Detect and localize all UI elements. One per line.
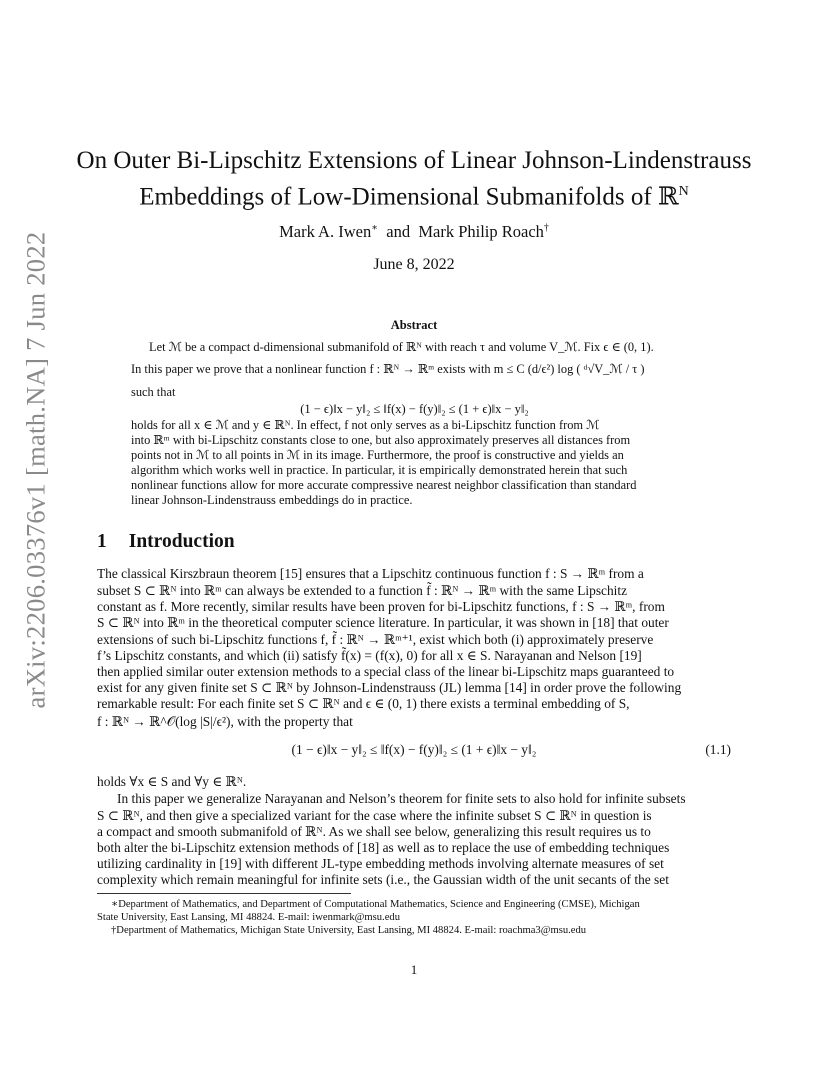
authors-and: and: [386, 222, 411, 241]
intro-line-1: The classical Kirszbraun theorem [15] ensures that a Lipschitz continuous function f : S → ℝᵐ from a: [97, 566, 644, 581]
intro-p2-line-5: utilizing cardinality in [19] with different JL-type embedding methods involving alternate measures of set: [97, 856, 664, 871]
abstract-line-2: In this paper we prove that a nonlinear function f : ℝᴺ → ℝᵐ exists with m ≤ C (d/ϵ²) log ( ᵈ√V_ℳ / τ ): [131, 362, 645, 376]
section-heading: [97, 531, 235, 553]
abstract-heading: Abstract: [390, 318, 438, 332]
title-line-2: [60, 176, 768, 212]
section-number: 1: [97, 531, 107, 552]
intro-p2-line-1: In this paper we generalize Narayanan and Nelson’s theorem for finite sets to also hold for infinite subsets: [117, 791, 686, 806]
authors: [60, 222, 768, 242]
intro-line-9: remarkable result: For each finite set S ⊂ ℝᴺ and ϵ ∈ (0, 1) there exists a terminal embedding of S,: [97, 696, 630, 711]
page-number: 1: [410, 962, 418, 977]
abstract-line-6: points not in ℳ to all points in ℳ in its image. Furthermore, the proof is constructive and yields an: [131, 448, 624, 462]
display-equation: (1 − ϵ)‖x − y‖₂ ≤ ‖f(x) − f(y)‖₂ ≤ (1 + ϵ)‖x − y‖₂: [291, 742, 537, 757]
abstract-line-4: holds for all x ∈ ℳ and y ∈ ℝᴺ. In effect, f not only serves as a bi-Lipschitz function from ℳ: [131, 418, 600, 432]
title-superscript: N: [678, 184, 689, 199]
arxiv-id-stamp: arXiv:2206.03376v1 [math.NA] 7 Jun 2022: [20, 231, 51, 709]
intro-p2-line-6: complexity which remain meaningful for infinite sets (i.e., the Gaussian width of the unit secants of the set: [97, 872, 669, 887]
abstract-line-3: such that: [131, 385, 176, 399]
footnote-rule: [97, 893, 351, 894]
abstract-line-5: into ℝᵐ with bi-Lipschitz constants close to one, but also approximately preserves all distances from: [131, 433, 631, 447]
intro-line-8: exist for any given finite set S ⊂ ℝᴺ by Johnson-Lindenstrauss (JL) lemma [14] in order prove the following: [97, 680, 682, 695]
intro-line-4: S ⊂ ℝᴺ into ℝᵐ in the theoretical computer science literature. In particular, it was shown in [18] that outer: [97, 615, 669, 630]
equation-number: (1.1): [705, 742, 731, 757]
after-equation-line: holds ∀x ∈ S and ∀y ∈ ℝᴺ.: [97, 774, 247, 789]
abstract-line-7: algorithm which works well in practice. In particular, it is empirically demonstrated herein that such: [131, 463, 628, 477]
paper-title: [60, 145, 768, 212]
intro-p2-line-4: both alter the bi-Lipschitz extension methods of [18] as well as to replace the use of embedding techniques: [97, 840, 670, 855]
abstract-line-1: Let ℳ be a compact d-dimensional submanifold of ℝᴺ with reach τ and volume V_ℳ. Fix ϵ ∈ (0, 1).: [149, 340, 654, 354]
date: June 8, 2022: [373, 256, 455, 273]
intro-line-2: subset S ⊂ ℝᴺ into ℝᵐ can always be extended to a function f̃ : ℝᴺ → ℝᵐ with the same Lipschitz: [97, 583, 628, 598]
intro-line-7: then applied similar outer extension methods to a special class of the linear bi-Lipschitz maps guaranteed to: [97, 664, 675, 679]
arxiv-sidebar: [16, 0, 56, 1072]
author-1-mark: ∗: [371, 222, 378, 234]
author-2-mark: †: [543, 222, 549, 234]
abstract-equation: (1 − ϵ)‖x − y‖₂ ≤ ‖f(x) − f(y)‖₂ ≤ (1 + ϵ)‖x − y‖₂: [300, 402, 529, 416]
footnote-1-line-1: ∗Department of Mathematics, and Department of Computational Mathematics, Science and Engineering (CMSE), Michigan: [111, 899, 640, 910]
intro-line-6: f’s Lipschitz constants, and which (ii) satisfy f̃(x) = (f(x), 0) for all x ∈ S. Narayanan and Nelson [19]: [97, 648, 642, 663]
title-line-2-text: Embeddings of Low-Dimensional Submanifolds of ℝ: [139, 183, 679, 211]
intro-line-5: extensions of such bi-Lipschitz functions f, f̃ : ℝᴺ → ℝᵐ⁺¹, exist which both (i) approximately preserve: [97, 632, 654, 647]
title-line-1: On Outer Bi-Lipschitz Extensions of Linear Johnson-Lindenstrauss: [76, 147, 752, 174]
section-title: Introduction: [128, 531, 235, 552]
intro-p2-line-3: a compact and smooth submanifold of ℝᴺ. As we shall see below, generalizing this result requires us to: [97, 824, 651, 839]
footnote-2: †Department of Mathematics, Michigan State University, East Lansing, MI 48824. E-mail: roachma3@msu.edu: [111, 925, 587, 936]
intro-line-3: constant as f. More recently, similar results have been proven for bi-Lipschitz functions, f : S → ℝᵐ, from: [97, 599, 665, 614]
intro-p2-line-2: S ⊂ ℝᴺ, and then give a specialized variant for the case where the infinite subset S ⊂ ℝᴺ in question is: [97, 808, 652, 823]
footnote-1-line-2: State University, East Lansing, MI 48824. E-mail: iwenmark@msu.edu: [97, 912, 400, 923]
abstract-line-9: linear Johnson-Lindenstrauss embeddings do in practice.: [131, 493, 413, 507]
author-1: Mark A. Iwen: [279, 222, 372, 241]
author-2: Mark Philip Roach: [418, 222, 544, 241]
intro-line-10: f : ℝᴺ → ℝ^𝒪(log |S|/ϵ²), with the property that: [97, 714, 353, 729]
abstract-line-8: nonlinear functions allow for more accurate compressive nearest neighbor classification than standard: [131, 478, 637, 492]
